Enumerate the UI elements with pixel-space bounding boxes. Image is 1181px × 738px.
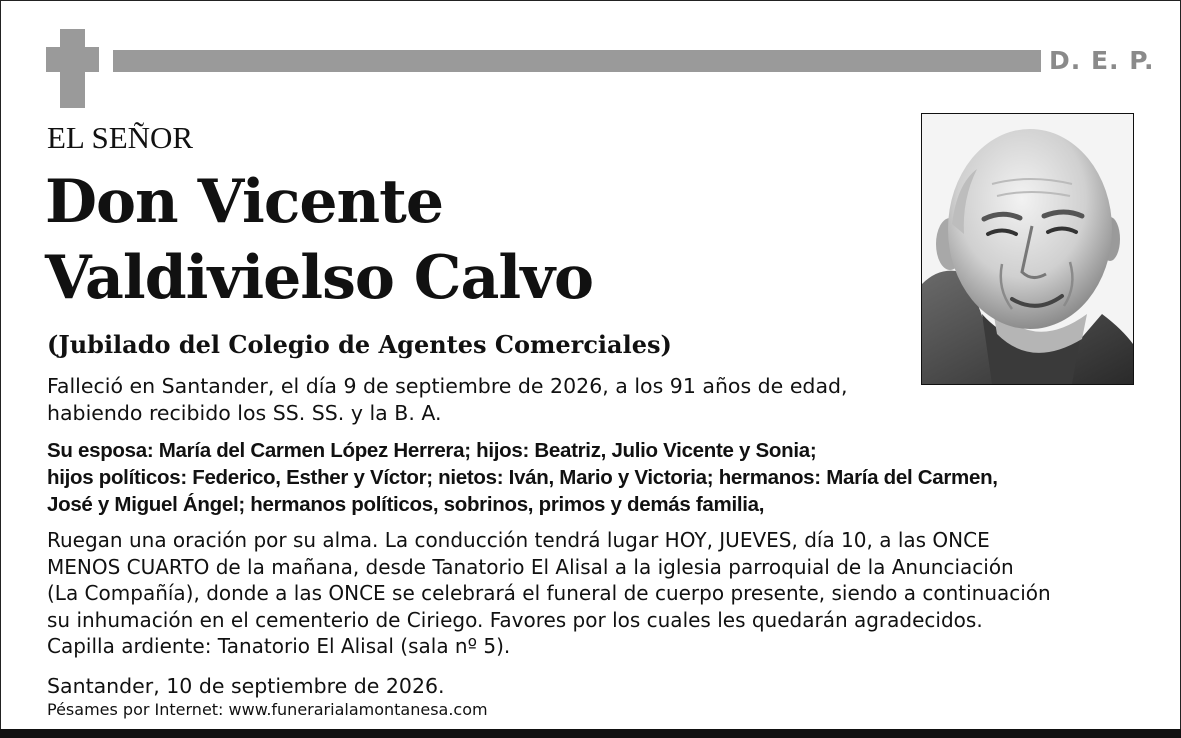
prayer-line: (La Compañía), donde a las ONCE se celebrará el funeral de cuerpo presente, siendo a continuación (47, 581, 1051, 605)
place-date: Santander, 10 de septiembre de 2026. (47, 674, 445, 698)
occupation: (Jubilado del Colegio de Agentes Comerciales) (47, 330, 672, 359)
deceased-name-line2: Valdivielso Calvo (45, 243, 594, 313)
dep-label: D. E. P. (1049, 46, 1155, 75)
portrait-photo (921, 113, 1134, 385)
cross-icon-arm (46, 47, 99, 72)
family-line: Su esposa: María del Carmen López Herrera; hijos: Beatriz, Julio Vicente y Sonia; (47, 439, 817, 462)
prayer-line: MENOS CUARTO de la mañana, desde Tanatorio El Alisal a la iglesia parroquial de la Anunciación (47, 554, 1014, 579)
prayer-line: Capilla ardiente: Tanatorio El Alisal (sala nº 5). (47, 634, 511, 658)
deceased-name-line1: Don Vicente (45, 167, 444, 237)
header-rule (113, 50, 1041, 72)
death-notice (47, 373, 917, 427)
family-list (47, 437, 1137, 518)
condolences-link: Pésames por Internet: www.funerarialamontanesa.com (47, 700, 488, 719)
bottom-rule (0, 729, 1181, 738)
family-line: José y Miguel Ángel; hermanos políticos, sobrinos, primos y demás familia, (47, 493, 765, 516)
title-label: EL SEÑOR (47, 120, 194, 155)
prayer-line: Ruegan una oración por su alma. La conducción tendrá lugar HOY, JUEVES, día 10, a las ONCE (47, 528, 990, 552)
prayer-text (47, 527, 1147, 660)
death-notice-line: habiendo recibido los SS. SS. y la B. A. (47, 401, 442, 425)
deceased-name (45, 164, 593, 316)
prayer-line: su inhumación en el cementerio de Ciriego. Favores por los cuales les quedarán agradecidos. (47, 607, 983, 632)
portrait-image (922, 114, 1133, 384)
family-line: hijos políticos: Federico, Esther y Víctor; nietos: Iván, Mario y Victoria; hermanos: María del Carmen, (47, 466, 998, 489)
death-notice-line: Falleció en Santander, el día 9 de septiembre de 2026, a los 91 años de edad, (47, 374, 848, 398)
